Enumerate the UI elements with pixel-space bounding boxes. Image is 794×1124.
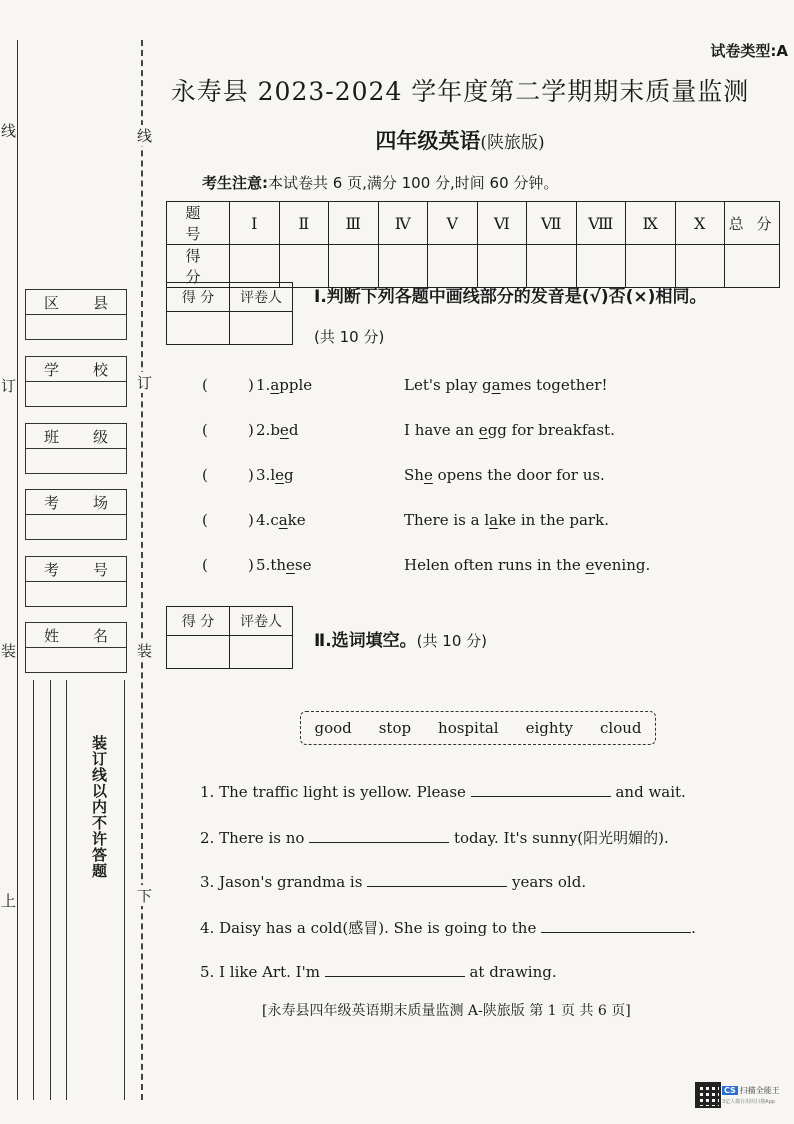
margin-line	[66, 680, 67, 1100]
col-10: Ⅹ	[675, 202, 725, 245]
section1-points: (共 10 分)	[314, 328, 385, 346]
question-number: 4.	[256, 511, 271, 529]
underlined-letter: e	[286, 556, 295, 574]
col-3: Ⅲ	[329, 202, 379, 245]
sentence-part: I have an	[404, 421, 479, 439]
box-char: 区	[44, 293, 60, 312]
question-word	[256, 376, 312, 394]
word-bank-item: stop	[378, 719, 412, 737]
answer-slot[interactable]	[214, 466, 244, 486]
underlined-letter: e	[423, 466, 433, 484]
question-sentence	[404, 556, 650, 574]
underlined-letter: a	[278, 511, 288, 529]
score-table-header-row	[167, 202, 780, 245]
box-char: 考	[44, 560, 60, 579]
scanner-watermark	[722, 1085, 780, 1105]
scanner-brand: 扫描全能王	[739, 1086, 780, 1095]
word-part: pple	[279, 376, 313, 394]
question-word	[256, 466, 294, 484]
sentence-text: 3. Jason's grandma is	[200, 873, 368, 891]
col-6: Ⅵ	[477, 202, 527, 245]
binding-char: 订	[137, 374, 153, 392]
answer-paren-open: (	[202, 511, 208, 529]
col-9: Ⅸ	[626, 202, 676, 245]
underlined-letter: e	[478, 421, 488, 439]
binding-char: 下	[137, 887, 153, 905]
scanner-logo-icon: CS	[724, 1086, 736, 1095]
section2-title-text: Ⅱ.选词填空。	[314, 631, 417, 651]
question-word	[256, 511, 306, 529]
col-4: Ⅳ	[378, 202, 428, 245]
exam-number-field[interactable]	[26, 582, 126, 606]
sentence-part: Let's play g	[404, 376, 492, 394]
sentence-part: ke in the park.	[498, 511, 609, 529]
judgement-question	[202, 556, 762, 580]
sentence-text: 5. I like Art. I'm	[200, 963, 325, 981]
candidate-notice	[202, 172, 558, 193]
grader-name-cell[interactable]	[230, 636, 293, 669]
word-part: d	[288, 421, 299, 439]
notice-label: 考生注意:	[202, 174, 268, 192]
section2-points: (共 10 分)	[416, 632, 487, 650]
col-7: Ⅶ	[527, 202, 577, 245]
grader-name-cell[interactable]	[230, 312, 293, 345]
total-score-cell[interactable]	[725, 245, 780, 288]
question-number-label: 题 号	[167, 202, 230, 245]
question-sentence	[404, 466, 605, 484]
sentence-part: opens the door for us.	[432, 466, 605, 484]
sentence-part: Helen often runs in the	[404, 556, 586, 574]
score-table	[166, 201, 780, 288]
grader-label: 评卷人	[230, 283, 293, 312]
answer-slot[interactable]	[214, 421, 244, 441]
margin-outer-line	[17, 40, 18, 1100]
answer-slot[interactable]	[214, 511, 244, 531]
grade-subject: 四年级英语	[375, 129, 481, 153]
word-part: g	[284, 466, 294, 484]
answer-slot[interactable]	[214, 556, 244, 576]
underlined-letter: a	[270, 376, 280, 394]
grader-score-cell[interactable]	[167, 636, 230, 669]
sentence-text: 1. The traffic light is yellow. Please	[200, 783, 471, 801]
underlined-letter: a	[491, 376, 501, 394]
name-field[interactable]	[26, 648, 126, 672]
outer-char: 订	[1, 377, 17, 395]
box-char: 学	[44, 360, 60, 379]
exam-subtitle	[200, 125, 720, 155]
answer-paren-open: (	[202, 421, 208, 439]
class-box[interactable]	[25, 423, 127, 474]
score-label: 得 分	[167, 245, 230, 288]
box-char: 场	[92, 493, 108, 512]
word-bank-item: cloud	[600, 719, 642, 737]
answer-blank[interactable]	[309, 828, 449, 843]
col-2: Ⅱ	[279, 202, 329, 245]
box-char: 班	[44, 427, 60, 446]
margin-line	[124, 680, 125, 1100]
word-bank-item: hospital	[438, 719, 499, 737]
sentence-part: gg for breakfast.	[487, 421, 615, 439]
box-char: 姓	[44, 626, 60, 645]
answer-paren-close: )	[248, 421, 254, 439]
word-part: se	[294, 556, 312, 574]
grader-score-cell[interactable]	[167, 312, 230, 345]
box-char: 县	[92, 293, 108, 312]
section1-title: Ⅰ.判断下列各题中画线部分的发音是(√)否(×)相同。	[314, 287, 707, 307]
fill-sentence	[200, 827, 669, 848]
box-char: 号	[92, 560, 108, 579]
word-bank-item: eighty	[525, 719, 574, 737]
col-1: Ⅰ	[230, 202, 280, 245]
answer-paren-close: )	[248, 511, 254, 529]
underlined-letter: e	[279, 421, 289, 439]
word-bank	[300, 711, 656, 745]
word-bank-item: good	[314, 719, 352, 737]
outer-char: 上	[1, 892, 17, 910]
judgement-question	[202, 511, 762, 535]
exam-number-box[interactable]	[25, 556, 127, 607]
judgement-question	[202, 376, 762, 400]
word-part: th	[270, 556, 287, 574]
col-5: Ⅴ	[428, 202, 478, 245]
fill-sentence	[200, 872, 586, 891]
answer-paren-open: (	[202, 376, 208, 394]
sentence-text: and wait.	[610, 783, 686, 801]
fill-sentence	[200, 962, 557, 981]
scanner-tagline: 3亿人都在用的扫描App	[722, 1099, 775, 1105]
question-word	[256, 421, 298, 439]
grader-box-section2	[166, 606, 293, 669]
underlined-letter: e	[585, 556, 595, 574]
answer-slot[interactable]	[214, 376, 244, 396]
answer-paren-close: )	[248, 556, 254, 574]
school-box[interactable]	[25, 356, 127, 407]
question-sentence	[404, 421, 615, 439]
sentence-text: at drawing.	[464, 963, 557, 981]
notice-text: 本试卷共 6 页,满分 100 分,时间 60 分钟。	[268, 174, 559, 192]
sentence-part: Sh	[404, 466, 424, 484]
answer-paren-open: (	[202, 466, 208, 484]
answer-paren-close: )	[248, 376, 254, 394]
district-field[interactable]	[26, 315, 126, 339]
margin-line	[33, 680, 34, 1100]
page-footer: [永寿县四年级英语期末质量监测 A-陕旅版 第 1 页 共 6 页]	[262, 1003, 631, 1019]
grader-score-label: 得 分	[167, 283, 230, 312]
sentence-part: There is a l	[404, 511, 490, 529]
question-number: 1.	[256, 376, 271, 394]
sentence-text: today. It's sunny(阳光明媚的).	[449, 829, 669, 847]
word-part: ke	[287, 511, 306, 529]
outer-char: 线	[1, 122, 17, 140]
word-part: b	[270, 421, 280, 439]
box-char: 校	[92, 360, 108, 379]
margin-line	[50, 680, 51, 1100]
exam-room-box[interactable]	[25, 489, 127, 540]
box-char: 名	[92, 626, 108, 645]
underlined-letter: a	[489, 511, 499, 529]
binding-char: 线	[137, 127, 153, 145]
box-char: 级	[92, 427, 108, 446]
grader-score-label: 得 分	[167, 607, 230, 636]
judgement-question	[202, 421, 762, 445]
answer-paren-open: (	[202, 556, 208, 574]
underlined-letter: e	[275, 466, 285, 484]
word-part: l	[270, 466, 276, 484]
grader-box-section1	[166, 282, 293, 345]
question-sentence	[404, 511, 609, 529]
exam-room-field[interactable]	[26, 515, 126, 539]
outer-char: 装	[1, 642, 17, 660]
word-part: c	[270, 511, 279, 529]
sentence-text: years old.	[507, 873, 587, 891]
section2-title	[314, 626, 487, 651]
total-label: 总 分	[725, 202, 780, 245]
question-number: 3.	[256, 466, 271, 484]
sentence-text: .	[691, 919, 696, 937]
answer-blank[interactable]	[367, 872, 507, 887]
answer-blank[interactable]	[541, 918, 691, 933]
question-sentence	[404, 376, 607, 394]
question-word	[256, 556, 311, 574]
fill-sentence	[200, 917, 696, 938]
name-box[interactable]	[25, 622, 127, 673]
col-8: Ⅷ	[576, 202, 626, 245]
answer-paren-close: )	[248, 466, 254, 484]
fill-sentence	[200, 782, 686, 801]
sentence-part: mes together!	[500, 376, 608, 394]
binding-line	[141, 40, 143, 1100]
district-box[interactable]	[25, 289, 127, 340]
judgement-question	[202, 466, 762, 490]
answer-blank[interactable]	[471, 782, 611, 797]
binding-warning: 装订线以内不许答题	[90, 735, 108, 879]
class-field[interactable]	[26, 449, 126, 473]
grader-label: 评卷人	[230, 607, 293, 636]
qr-code-icon	[695, 1082, 721, 1108]
exam-title: 永寿县 2023-2024 学年度第二学期期末质量监测	[170, 77, 750, 106]
sentence-part: vening.	[594, 556, 651, 574]
question-number: 2.	[256, 421, 271, 439]
paper-type: 试卷类型:A	[710, 42, 788, 60]
answer-blank[interactable]	[325, 962, 465, 977]
box-char: 考	[44, 493, 60, 512]
sentence-text: 4. Daisy has a cold(感冒). She is going to the	[200, 919, 542, 937]
school-field[interactable]	[26, 382, 126, 406]
sentence-text: 2. There is no	[200, 829, 310, 847]
binding-char: 装	[137, 642, 153, 660]
question-number: 5.	[256, 556, 271, 574]
edition: (陕旅版)	[480, 133, 545, 153]
